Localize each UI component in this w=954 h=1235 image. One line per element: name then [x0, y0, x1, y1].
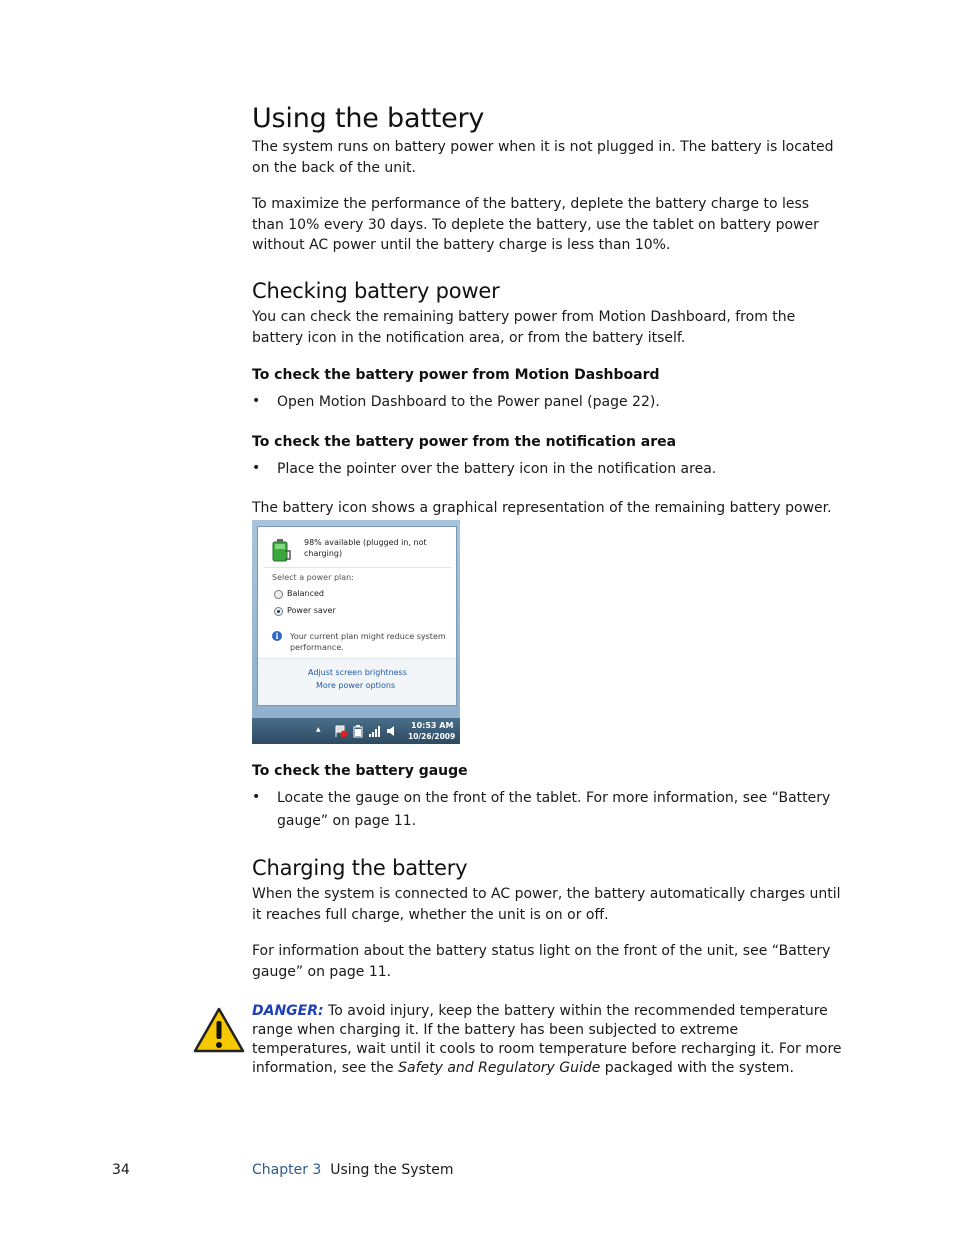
- popup-footer: [258, 658, 456, 705]
- section-heading-checking: Checking battery power: [252, 279, 500, 303]
- adjust-brightness-link[interactable]: Adjust screen brightness: [308, 668, 407, 677]
- procedure-title-dashboard: To check the battery power from Motion Dashboard: [252, 367, 660, 383]
- safety-guide-title: Safety and Regulatory Guide: [398, 1060, 601, 1076]
- network-signal-icon[interactable]: [368, 724, 382, 738]
- bullet-marker: •: [252, 789, 261, 805]
- procedure-step-gauge: Locate the gauge on the front of the tablet. For more information, see “Battery gauge” on page 11.: [277, 790, 831, 829]
- status-line-1: 98% available (plugged in, not: [304, 538, 427, 547]
- popup-frame: [252, 520, 460, 720]
- info-icon: i: [272, 631, 282, 641]
- status-line-2: charging): [304, 549, 343, 558]
- battery-plug-icon: [270, 537, 292, 563]
- divider: [263, 567, 451, 568]
- popup-panel: [257, 526, 457, 706]
- chapter-title: Using the System: [330, 1162, 454, 1178]
- radio-balanced[interactable]: [274, 590, 283, 599]
- page-number: 34: [112, 1162, 130, 1178]
- procedure-step-notification: Place the pointer over the battery icon in the notification area.: [277, 461, 717, 477]
- charging-paragraph-1: When the system is connected to AC power, the battery automatically charges until it reaches full charge, whether the unit is on or off.: [252, 886, 841, 923]
- danger-text-end: packaged with the system.: [600, 1060, 794, 1076]
- taskbar-time[interactable]: 10:53 AM: [411, 721, 454, 730]
- plan-balanced-label[interactable]: Balanced: [287, 589, 324, 598]
- intro-paragraph-2: To maximize the performance of the battery, deplete the battery charge to less than 10% every 30 days. To deplete the battery, use the tablet on battery power without AC power until the battery charge is less than 10%.: [252, 196, 819, 253]
- show-hidden-icons-arrow[interactable]: ▲: [316, 726, 321, 733]
- more-power-options-link[interactable]: More power options: [316, 681, 396, 690]
- action-center-flag-icon[interactable]: [334, 724, 348, 738]
- volume-icon[interactable]: [386, 724, 398, 738]
- procedure-step-dashboard: Open Motion Dashboard to the Power panel (page 22).: [277, 394, 660, 410]
- plan-saver-label[interactable]: Power saver: [287, 606, 336, 615]
- danger-label: DANGER:: [252, 1003, 324, 1019]
- bullet-marker: •: [252, 460, 261, 476]
- procedure-title-gauge: To check the battery gauge: [252, 763, 468, 779]
- charging-paragraph-2: For information about the battery status light on the front of the unit, see “Battery gauge” on page 11.: [252, 943, 831, 980]
- radio-power-saver[interactable]: [274, 607, 283, 616]
- bullet-marker: •: [252, 393, 261, 409]
- danger-text: To avoid injury, keep the battery within the recommended temperature range when charging it. If the battery has been subjected to extreme temperatures, wait until it cools to room temperature before recharging it. For more information, see the: [252, 1003, 842, 1076]
- chapter-footer: [252, 1162, 454, 1178]
- page-title: Using the battery: [252, 103, 485, 134]
- danger-warning-icon: [192, 1006, 246, 1054]
- chapter-label: Chapter 3: [252, 1162, 322, 1178]
- procedure-title-notification: To check the battery power from the notification area: [252, 434, 677, 450]
- warning-line-1: Your current plan might reduce system: [290, 632, 446, 641]
- taskbar-date[interactable]: 10/26/2009: [408, 732, 456, 741]
- section-heading-charging: Charging the battery: [252, 856, 468, 880]
- power-plan-label: Select a power plan:: [272, 573, 354, 582]
- danger-paragraph: [252, 1002, 842, 1078]
- checking-paragraph: You can check the remaining battery power from Motion Dashboard, from the battery icon in the notification area, or from the battery itself.: [252, 309, 796, 346]
- warning-line-2: performance.: [290, 643, 344, 652]
- taskbar: [252, 718, 460, 744]
- intro-paragraph-1: The system runs on battery power when it is not plugged in. The battery is located on the back of the unit.: [252, 139, 834, 176]
- battery-popup-screenshot: [252, 520, 460, 744]
- battery-tray-icon[interactable]: [352, 724, 364, 738]
- battery-icon-description: The battery icon shows a graphical representation of the remaining battery power.: [252, 500, 832, 516]
